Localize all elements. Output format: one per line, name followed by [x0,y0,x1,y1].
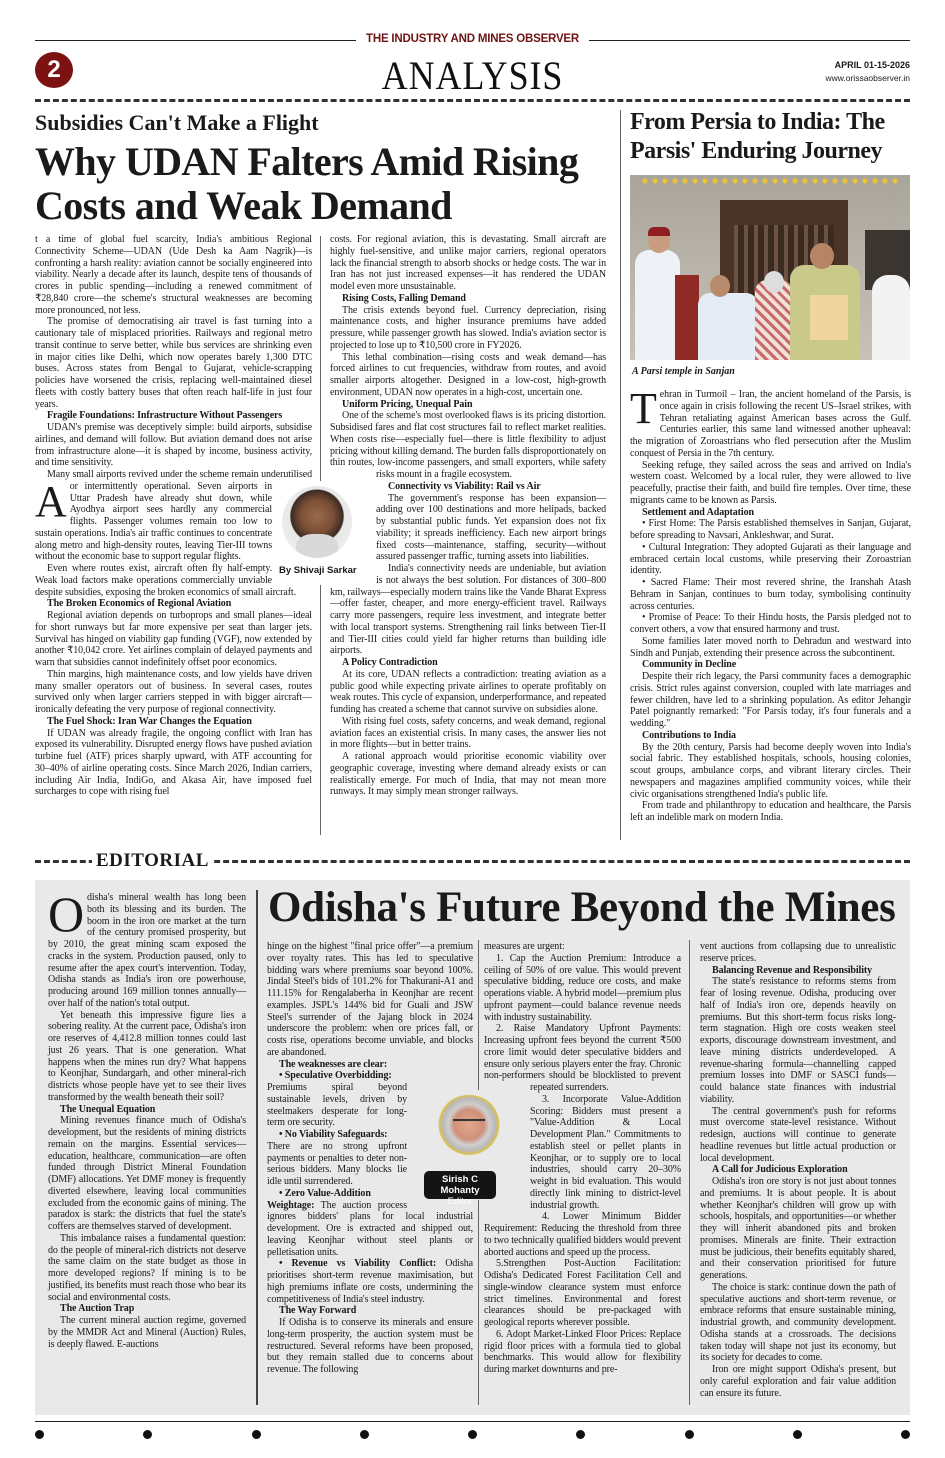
paragraph [630,636,911,660]
paragraph-text: The government's response has been expansion—adding over 100 destinations and more helipads, backed by substantial public funds. Yet expansion does not fix viability; it spreads inefficiency. Each new airport brings fixed costs—maintenance, staffing, security—without assured passenger traffic, turning assets into liabilities. [376,492,606,563]
paragraph [630,742,911,801]
paragraph [700,1282,896,1364]
paragraph [330,234,606,293]
column-divider [478,1200,479,1405]
paragraph [630,542,911,577]
paragraph-text: The auction process ignores bidders' plans for local industrial development. Ore is extracted and shipped out, leaving Keonjhar without steel plants or pelletisation units. [267,1199,473,1258]
dot [252,1430,261,1439]
paragraph-text: 3. Incorporate Value-Addition Scoring: Bidders must present a "Value-Addition & Local Development Plan." Commitments to establish steel or pellet plants in Keonjhar, or to supply ore to local industries, should carry 20–30% weight in bid evaluation. This would directly link mining to district-level industrial growth. [530,1093,681,1211]
editorial-label: EDITORIAL [92,850,213,872]
author-shirt [296,534,338,558]
subheading [267,1305,473,1317]
parsi-body [630,384,911,824]
flower-garland [640,177,900,185]
parsi-temple-photo [630,175,910,360]
subheading [330,657,606,669]
person [635,250,680,360]
editorial-column-2 [484,941,681,1376]
paragraph-text: 2. Raise Mandatory Upfront Payments: Increasing upfront fees beyond the current ₹500 crore limit would deter speculative bidders and ensure only serious players enter the fray. Chronic non-performers should be blocklisted to prevent repeated surrenders. [484,1023,681,1093]
paragraph-text: Seeking refuge, they sailed across the seas and arrived on India's western coast. Welcomed by a local ruler, they were allowed to live peacefully, practise their faith, and build fire temples. Over time, these migrants came to be known as Parsis. [630,459,911,506]
udan-column-2 [330,234,606,798]
paragraph-text: The Auction Trap [60,1303,135,1315]
editorial-column-3 [700,941,896,1399]
paragraph-text: UDAN's premise was deceptively simple: build airports, subsidise airlines, and demand will follow. But aviation demand does not arise from infrastructure alone—it is shaped by income, business activity, and time sensitivity. [35,422,312,469]
paragraph-text: With rising fuel costs, safety concerns, and weak demand, regional aviation faces an existential crisis. In many cases, the answer lies not in more flights—but in better trains. [330,715,606,751]
paragraph-text: Iron ore might support Odisha's present, but only careful exploration and fair value addition can ensure its future. [700,1364,896,1399]
paragraph [35,422,312,469]
paragraph [700,1364,896,1399]
paragraph-text: Contributions to India [642,729,736,741]
paragraph [630,577,911,612]
paragraph-text: The crisis extends beyond fuel. Currency depreciation, rising maintenance costs, and higher insurance premiums have added pressure, while passenger growth has slowed. India's aviation sector is projected to lose up to ₹10,500 crore in FY2026. [330,304,606,351]
editor-name: Sirish C Mohanty [440,1174,480,1196]
lead-in: • Revenue vs Viability Conflict: [279,1258,437,1270]
subheading [48,1104,246,1116]
footer-dots [35,1430,910,1439]
paragraph-text: If UDAN was already fragile, the ongoing conflict with Iran has exposed its vulnerability. Disrupted energy flows have pushed aviation turbine fuel (ATF) prices sharply upward, with ATF accounting for 30–40% of airline operating costs. Since March 2026, Indian carriers, including Air India, IndiGo, and Akasa Air, have imposed fuel surcharges to cope with rising fuel [35,727,312,798]
paragraph [700,1106,896,1165]
author-photo [282,486,352,558]
paragraph-text: • First Home: The Parsis established themselves in Sanjan, Gujarat, before spreading to Navsari, Ankleshwar, and Surat. [630,518,911,541]
article-divider [620,110,621,840]
dot [143,1430,152,1439]
dot [35,1430,44,1439]
paragraph-text: • Sacred Flame: Their most revered shrine, the Iranshah Atash Behram in Sanjan, continues to burn today, symbolising continuity across centuries. [630,577,911,612]
paragraph-text: This imbalance raises a fundamental question: do the people of mineral-rich districts not deserve the same claim on the state budget as those in more developed regions? If mining is to be justified, its benefits must reach those who bear its social and environmental costs. [48,1232,246,1303]
paragraph-text: If Odisha is to conserve its minerals and ensure long-term prosperity, the auction system must be restructured. Several reforms have been proposed, but they remain stalled due to concerns about revenue. The following [267,1317,473,1375]
paragraph [484,941,681,953]
paragraph [700,976,896,1105]
paragraph-text: The state's resistance to reforms stems from fear of losing revenue. Odisha, producing over half of India's iron ore, depends heavily on premiums. But this short-term focus risks long-term stagnation. High ore costs weaken steel exports, discourage downstream investment, and leave mining districts underdeveloped. A revenue-sharing formula—channelling capped premium losses into DMF or SASCI funds—could balance state finances with industrial viability. [700,976,896,1105]
dot [901,1430,910,1439]
paragraph [35,728,312,799]
paragraph-text: A Policy Contradiction [342,657,438,668]
paragraph-text: • Speculative Overbidding: [279,1070,392,1082]
paragraph [35,669,312,716]
udan-headline: Why UDAN Falters Amid Rising Costs and Weak Demand [35,139,579,228]
person [872,275,910,360]
paragraph [267,1200,473,1259]
subheading [330,293,606,305]
subheading [48,1303,246,1315]
paragraph-text: The current mineral auction regime, governed by the MMDR Act and Mineral (Auction) Rules, is deeply flawed. E-auctions [48,1315,246,1350]
glasses [453,1119,485,1125]
paragraph [330,352,606,399]
paragraph [630,671,911,730]
paragraph-text: measures are urgent: [484,941,565,952]
paragraph-text: 6. Adopt Market-Linked Floor Prices: Replace rigid floor prices with a formula tied to global benchmarks. This would allow for flexibility during market downturns and pre- [484,1328,681,1375]
person [698,293,758,360]
drop-cap: T [630,384,657,433]
subheading [700,965,896,977]
column-divider [478,940,479,1090]
paragraph-text: A rational approach would prioritise economic viability over geographic coverage, investing where demand already exists or can realistically emerge. For much of India, that may not mean more runways. It may simply mean stronger railways. [330,751,606,798]
paragraph-text: The choice is stark: continue down the path of speculative auctions and short-term revenue, or embrace reforms that ensure sustainable mining, industrial growth, and community development. Odisha stands at a crossroads. The decisions taken today will shape not just its economy, but its society for decades to come. [700,1281,896,1364]
paragraph [267,1258,473,1305]
paragraph-text: From trade and philanthropy to education and healthcare, the Parsis left an indelible mark on modern India. [630,800,911,823]
paragraph [630,384,911,460]
paragraph-text: disha's mineral wealth has long been both its blessing and its burden. The boom in the iron ore market at the turn of the century promised prosperity, but by 2010, the great mining scam exposed the cracks in the system. Production paused, only to resume after the apex court's intervention. Today, Odisha stands as India's iron ore powerhouse, producing around 169 million tonnes annually—over half of the nation's total output. [48,892,246,1009]
drop-cap: A [35,477,67,526]
column-divider [689,940,690,1405]
photo-caption: A Parsi temple in Sanjan [632,366,735,377]
paragraph-text: The Broken Economics of Regional Aviation [47,598,232,610]
paragraph [48,1115,246,1233]
dot [793,1430,802,1439]
paragraph-text: A Call for Judicious Exploration [712,1164,848,1176]
dot [685,1430,694,1439]
subheading [700,1164,896,1176]
paragraph [484,1211,681,1258]
column-divider [256,890,258,1405]
lead-in: Weightage: [267,1199,315,1211]
paragraph [630,612,911,636]
paragraph-text: The weaknesses are clear: [279,1058,388,1070]
paragraph [35,316,312,410]
column-divider [320,585,321,835]
paragraph [484,1258,681,1329]
paragraph-text: Thin margins, high maintenance costs, and low yields have driven many smaller operators out of business. In several cases, routes survived only when larger carriers stepped in with bigger aircraft—ironically defeating the very purpose of regional connectivity. [35,668,312,715]
issue-date: APRIL 01-15-2026 [834,60,910,70]
paragraph-text: Connectivity vs Viability: Rail vs Air [388,480,541,492]
page-number-badge: 2 [35,52,73,88]
paragraph [48,1233,246,1304]
subheading [35,598,312,610]
udan-column-1 [35,234,312,798]
paragraph-text: The Unequal Equation [60,1103,156,1115]
editor-photo [433,1095,505,1169]
editorial-headline: Odisha's Future Beyond the Mines [268,884,896,931]
paragraph [330,751,606,798]
editorial-column-1 [267,941,473,1376]
editor-tag [424,1171,496,1207]
paragraph [330,305,606,352]
paragraph-text: 4. Lower Minimum Bidder Requirement: Reducing the threshold from three to two technically qualified bidders would prevent aborted auctions and speed up the process. [484,1211,681,1258]
paragraph-text: Premiums spiral beyond sustainable levels, driven by steelmakers desperate for long-term ore security. [267,1082,407,1129]
paragraph-text: Despite their rich legacy, the Parsi community faces a demographic crisis. Strict rules against conversion, coupled with late marriages and fewer children, have led to a shrinking population. As editor Jehangir Patel poignantly remarked: "For Parsis today, it's four funerals and a wedding." [630,671,911,729]
paragraph [330,410,606,481]
header-divider [35,99,910,102]
paragraph-text: Community in Decline [642,659,737,671]
paragraph [630,800,911,824]
paragraph-text: ehran in Turmoil – Iran, the ancient homeland of the Parsis, is once again in crisis following the recent US–Israel strikes, with Tehran retaliating against American bases across the Gulf. Centuries earlier, this same land witnessed another upheaval: the migration of Zoroastrians who fled persecution after the Muslim conquest of Persia in the 7th century. [630,389,911,459]
section-title: ANALYSIS [381,53,564,98]
dot [576,1430,585,1439]
paragraph-text: Mining revenues finance much of Odisha's development, but the residents of mining districts remain on the margins. Essential services—education, healthcare, communication—are often funded through District Mineral Foundation (DMF) allocations. Yet DMF money is frequently diverted elsewhere, leaving local communities excluded from the economic gains of mining. The paradox is stark: the districts that fuel the state's coffers are themselves starved of development. [48,1115,246,1232]
editor-title: Editor [447,1196,473,1207]
paragraph-text: Settlement and Adaptation [642,506,754,518]
subheading [630,659,911,671]
masthead-title: THE INDUSTRY AND MINES OBSERVER [356,33,589,45]
paragraph [630,460,911,507]
paragraph [35,234,312,316]
paragraph [330,669,606,716]
paragraph-text: Even where routes exist, aircraft often fly half-empty. Weak load factors make operations commercially unviable despite subsidies, exposing the broken economics of small aircraft. [35,563,297,598]
paragraph-text: Yet beneath this impressive figure lies a sobering reality. At the current pace, Odisha's iron ore reserves of 4,412.8 million tonnes could last just 26 years. That is one generation. What happens when the mines run dry? What happens to Keonjhar, Sundargarh, and other mineral-rich districts whose people have yet to see their lives transformed by the wealth beneath their soil? [48,1009,246,1103]
paragraph-text: The Way Forward [279,1305,357,1317]
paragraph-text: 5.Strengthen Post-Auction Facilitation: Odisha's Dedicated Forest Facilitation Cell and single-window clearance system must enforce strict timelines. Environmental and forest clearances should be pre-packaged with geological reports wherever possible. [484,1258,681,1328]
paragraph-text: By the 20th century, Parsis had become deeply woven into India's social fabric. They established hospitals, schools, housing colonies, scout groups, ambulance corps, and vibrant literary circles. Their newspapers and magazines amplified community voices, while their civic organisations strengthened India's public life. [630,741,911,800]
paragraph [630,518,911,542]
paragraph-text: • No Viability Safeguards: [279,1129,388,1140]
dot [360,1430,369,1439]
paragraph-text: Odisha's iron ore story is not just about tonnes and premiums. It is about people. It is about whether Keonjhar's children will grow up with schools, hospitals, and opportunities—or whether they will inherit abandoned pits and broken promises. Minerals are finite. Their extraction must be judicious, their benefits equitably shared, and their conservation prioritised for future generations. [700,1176,896,1281]
paragraph-text: Balancing Revenue and Responsibility [712,964,873,976]
paragraph-text: There are no strong upfront payments or penalties to deter non-serious bidders. Many blocks lie idle until surrendered. [267,1140,407,1187]
paragraph [267,941,473,1059]
paragraph [330,716,606,751]
paragraph-text: Rising Costs, Falling Demand [342,292,466,304]
paragraph-text: This lethal combination—rising costs and weak demand—has forced airlines to cut frequencies, withdraw from routes, and avoid smaller airports altogether. Designed in a low-cost, high-growth environment, UDAN now operates in a high-cost, uncertain one. [330,351,606,398]
subheading [630,730,911,742]
paragraph-text: The promise of democratising air travel is fast turning into a cautionary tale of misplaced priorities. Railways and regional metro transit continue to serve better, while bus services are shrinking even in major cities like Delhi, which now operates barely 1,300 DTC buses. Across states from Bengal to Gujarat, vehicle-scrapping policies have worsened the crisis, replacing well-maintained diesel fleets with costly battery buses that often reach half-life in just four years. [35,316,312,410]
udan-kicker: Subsidies Can't Make a Flight [35,110,319,135]
author-byline: By Shivaji Sarkar [279,565,357,576]
paragraph-text: Some families later moved north to Dehradun and westward into Sindh and Punjab, extending their presence across the subcontinent. [630,635,911,659]
paragraph [35,563,312,598]
paragraph-text: costs. For regional aviation, this is devastating. Small aircraft are highly fuel-sensitive, and unlike major carriers, regional operators lack the financial strength to absorb shocks or hedge costs. The war in Iran has not just increased expenses—it has rendered the UDAN model even more unsustainable. [330,234,606,292]
column-divider [320,236,321,481]
paragraph-text: At its core, UDAN reflects a contradiction: treating aviation as a public good while expecting private airlines to operate profitably on weak routes. This cycle of expansion, underperformance, and repeated funding has created a scheme that cannot survive on subsidies alone. [330,668,606,715]
subheading [267,1070,473,1082]
paragraph [35,610,312,669]
paragraph-text: • Cultural Integration: They adopted Gujarati as their language and embraced certain local customs, while preserving their Zoroastrian identity. [630,541,911,577]
website-link[interactable]: www.orissaobserver.in [825,73,910,83]
paragraph [700,941,896,965]
paragraph [35,469,312,563]
subheading [35,410,312,422]
subheading [330,399,606,411]
paragraph-text: The Fuel Shock: Iran War Changes the Equation [47,715,252,727]
paragraph-text: The central government's push for reforms must overcome state-level resistance. Without redesign, auctions will continue to generate headline revenues but little actual production or local development. [700,1105,896,1164]
paragraph-text: Odisha prioritises short-term revenue maximisation, but high premiums inflate ore costs, undermining the competitiveness of India's steel industry. [267,1258,473,1305]
paragraph-text: Uniform Pricing, Unequal Pain [342,398,473,410]
dot [468,1430,477,1439]
subheading [630,507,911,519]
paragraph-text: • Promise of Peace: To their Hindu hosts, the Parsis pledged not to convert others, a vow that ensured harmony and trust. [630,612,911,635]
paragraph-text: hinge on the highest "final price offer"—a premium over royalty rates. This has led to speculative bidding wars where premiums soar beyond 100%. Jindal Steel's bids of 101.2% for Thakurani-A1 and 111.15% for Rengalaberha in Keonjhar are recent examples. JSPL's 144% bid for Guali and JSW Steel's surrender of the Jajang block in 2024 underscore the problem: when ore prices fall, or costs rise, operations become unviable, and blocks are abandoned. [267,941,473,1058]
drop-cap: O [48,886,85,942]
paragraph-text: Fragile Foundations: Infrastructure Without Passengers [47,410,283,422]
paragraph-text: • Zero Value-Addition [279,1187,371,1199]
paragraph [484,1329,681,1376]
paragraph [267,1317,473,1376]
paragraph [48,1315,246,1350]
paragraph-text: India's connectivity needs are undeniable, but aviation is not always the best solution. For distances of 300–800 km, railways—especially modern trains like the Vande Bharat Express—offer faster, cheaper, and more energy-efficient travel. Railways carry more passengers, require less investment, and integrate better with local transport systems. Strengthening rail links between Tier-II and Tier-III cities could yield far higher returns than building idle airports. [330,563,606,657]
paragraph-text: Many small airports revived under the scheme remain underutilised or intermittently operational. Seven airports in Uttar Pradesh have already shut down, while Ayodhya airport sees hardly any commercial flights. Passenger volumes remain too low to sustain operations. India's air traffic continues to concentrate along metro and high-density routes, leaving Tier-III towns without the economic base to support regular flights. [35,469,312,563]
paragraph [48,1010,246,1104]
paragraph-text: Regional aviation depends on turboprops and small planes—ideal for short runways but far more expensive per seat than larger jets. Survival has hinged on viability gap funding (VGF), now extended by another ₹10,042 crore. Yet airlines complain of delayed payments and warn that subsidies cannot indefinitely offset poor economics. [35,610,312,668]
parsi-headline: From Persia to India: The Parsis' Enduring Journey [630,109,885,164]
paragraph-text: One of the scheme's most overlooked flaws is its pricing distortion. Subsidised fares and flat cost structures fail to reflect market realities. When costs rise—especially fuel—there is little flexibility to adjust pricing without killing demand. The burden falls disproportionately on thin routes, low-income passengers, and small exporters, while safety risks mount in a fragile ecosystem. [330,410,606,480]
editorial-column-0 [48,886,246,1350]
paragraph [484,953,681,1024]
paragraph-text: 1. Cap the Auction Premium: Introduce a ceiling of 50% of ore value. This would prevent speculative bidding, reduce ore costs, and make operations viable. A hybrid model—premium plus upfront payment—could balance revenue needs with industry sustainability. [484,952,681,1023]
paragraph-text: t a time of global fuel scarcity, India's ambitious Regional Connectivity Scheme—UDAN (Ude Desh ka Aam Nagrik)—is confronting a harsh reality: aviation cannot be socially engineered into viability. Nearly a decade after its launch, despite tens of thousands of crores in public spending—including a renewed commitment of ₹28,840 crore—the scheme's structural weaknesses are becoming more pronounced, not less. [35,234,312,316]
footer-rule [35,1421,910,1422]
paragraph [700,1176,896,1282]
masthead [300,33,645,45]
paragraph-text: vent auctions from collapsing due to unrealistic reserve prices. [700,941,896,964]
subheading [35,716,312,728]
subheading [267,1059,473,1071]
